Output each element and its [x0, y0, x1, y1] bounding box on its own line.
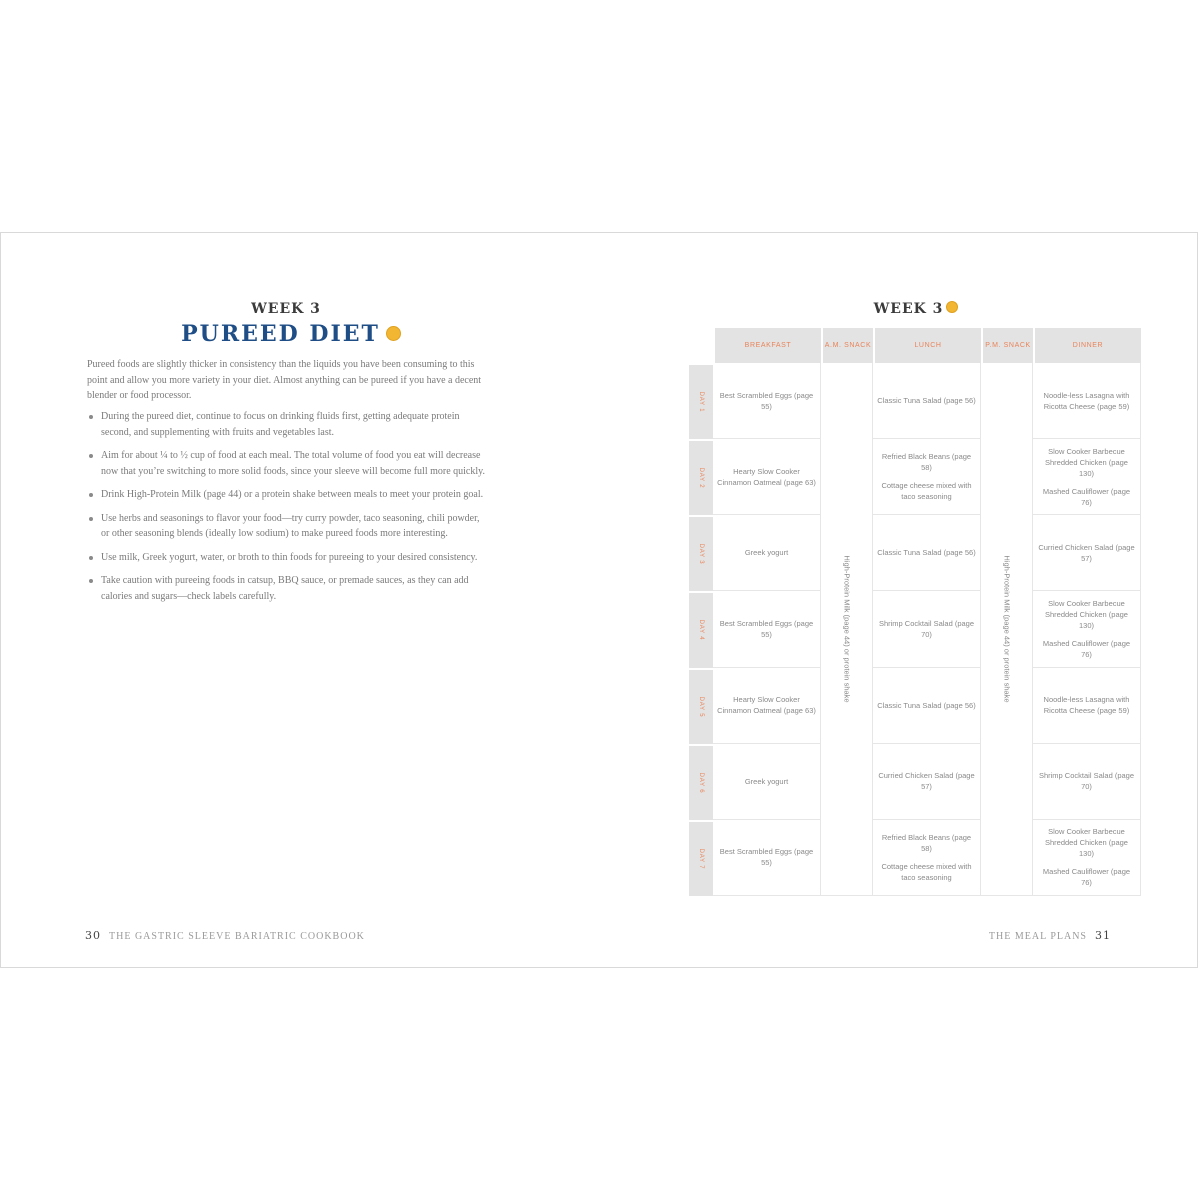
- am-snack-text: High-Protein Milk (page 44) or protein shake: [842, 555, 851, 703]
- meal-item: Cottage cheese mixed with taco seasoning: [881, 481, 972, 502]
- meal-item: Classic Tuna Salad (page 56): [877, 396, 976, 406]
- list-item: [87, 487, 487, 503]
- table-title: [861, 301, 971, 317]
- pm-snack-cell: [981, 363, 1033, 896]
- breakfast-cell-day-1: [713, 363, 821, 439]
- list-item-text: Use herbs and seasonings to flavor your food—try curry powder, taco seasoning, chili powder, or other seasoning blends (ideally low sodium) to make pureed foods more interesting.: [101, 512, 480, 539]
- meal-item: Noodle-less Lasagna with Ricotta Cheese (page 59): [1043, 695, 1130, 716]
- breakfast-cell-day-6: [713, 744, 821, 820]
- meal-item: Greek yogurt: [744, 776, 789, 786]
- breakfast-cell-day-5: [713, 668, 821, 744]
- column-header-breakfast: BREAKFAST: [713, 328, 821, 363]
- running-title-left: THE GASTRIC SLEEVE BARIATRIC COOKBOOK: [109, 931, 365, 942]
- list-item-text: Take caution with pureeing foods in catsup, BBQ sauce, or premade sauces, as they can add calories and sugars—check labels carefully.: [101, 575, 469, 602]
- lunch-cell-day-3: [873, 515, 981, 591]
- meal-item: Refried Black Beans (page 58): [881, 452, 972, 473]
- list-item: [87, 409, 487, 440]
- page-title: [151, 321, 431, 347]
- meal-item: Mashed Cauliflower (page 76): [1042, 867, 1131, 888]
- am-snack-cell: [821, 363, 873, 896]
- column-header-pm-snack: P.M. SNACK: [981, 328, 1033, 363]
- column-header-am-snack: A.M. SNACK: [821, 328, 873, 363]
- row-header-day-1: [689, 363, 713, 439]
- meal-plan-table: [689, 328, 1141, 896]
- breakfast-cell-day-3: [713, 515, 821, 591]
- list-item: [87, 573, 487, 604]
- week-badge-icon: [386, 326, 401, 341]
- meal-item: Shrimp Cocktail Salad (page 70): [878, 618, 975, 639]
- meal-item: Slow Cooker Barbecue Shredded Chicken (page 130): [1045, 598, 1128, 630]
- bullet-icon: [89, 493, 93, 497]
- meal-item: Shrimp Cocktail Salad (page 70): [1038, 771, 1135, 792]
- page-title-text: PUREED DIET: [181, 321, 380, 347]
- meal-item: Cottage cheese mixed with taco seasoning: [881, 861, 972, 882]
- dinner-cell-day-5: [1033, 668, 1141, 744]
- meal-item: Best Scrambled Eggs (page 55): [719, 847, 814, 868]
- meal-item: Curried Chicken Salad (page 57): [878, 771, 975, 792]
- day-label: DAY 2: [698, 467, 704, 489]
- list-item-text: Drink High-Protein Milk (page 44) or a protein shake between meals to meet your protein goal.: [101, 489, 484, 500]
- lunch-cell-day-7: [873, 820, 981, 896]
- meal-item: Best Scrambled Eggs (page 55): [719, 618, 814, 639]
- list-item-text: Use milk, Greek yogurt, water, or broth to thin foods for pureeing to your desired consistency.: [101, 551, 478, 563]
- lunch-cell-day-5: [873, 668, 981, 744]
- list-item: [87, 511, 487, 542]
- dinner-cell-day-2: [1033, 439, 1141, 515]
- lunch-cell-day-6: [873, 744, 981, 820]
- meal-item: Best Scrambled Eggs (page 55): [719, 390, 814, 411]
- row-header-day-3: [689, 515, 713, 591]
- row-header-day-6: [689, 744, 713, 820]
- row-header-day-5: [689, 668, 713, 744]
- week-badge-icon: [946, 301, 958, 313]
- page-number-left: 30: [85, 929, 101, 942]
- day-label: DAY 7: [698, 848, 704, 870]
- meal-item: Classic Tuna Salad (page 56): [877, 548, 976, 558]
- meal-item: Greek yogurt: [744, 548, 789, 558]
- table-corner: [689, 328, 713, 363]
- table-title-text: WEEK 3: [873, 301, 944, 317]
- day-label: DAY 1: [698, 391, 704, 413]
- meal-item: Slow Cooker Barbecue Shredded Chicken (page 130): [1045, 446, 1128, 478]
- meal-item: Noodle-less Lasagna with Ricotta Cheese (page 59): [1043, 390, 1130, 411]
- meal-item: Hearty Slow Cooker Cinnamon Oatmeal (page 63): [717, 695, 816, 716]
- meal-item: Curried Chicken Salad (page 57): [1038, 542, 1135, 563]
- row-header-day-4: [689, 591, 713, 667]
- list-item: [87, 550, 487, 566]
- meal-item: Mashed Cauliflower (page 76): [1042, 486, 1131, 507]
- day-label: DAY 3: [698, 543, 704, 565]
- column-header-dinner: DINNER: [1033, 328, 1141, 363]
- page-number-right: 31: [1095, 929, 1111, 942]
- row-header-day-7: [689, 820, 713, 896]
- bullet-icon: [89, 415, 93, 419]
- meal-item: Refried Black Beans (page 58): [881, 832, 972, 853]
- meal-item: Slow Cooker Barbecue Shredded Chicken (page 130): [1045, 827, 1128, 859]
- book-spread: [0, 232, 1198, 968]
- week-eyebrow: WEEK 3: [251, 301, 321, 317]
- dinner-cell-day-7: [1033, 820, 1141, 896]
- row-header-day-2: [689, 439, 713, 515]
- meal-item: Hearty Slow Cooker Cinnamon Oatmeal (page 63): [717, 466, 816, 487]
- dinner-cell-day-1: [1033, 363, 1141, 439]
- list-item-text: During the pureed diet, continue to focus on drinking fluids first, getting adequate protein second, and supplementing with fruits and vegetables last.: [101, 411, 460, 438]
- bullet-icon: [89, 517, 93, 521]
- lunch-cell-day-1: [873, 363, 981, 439]
- pm-snack-text: High-Protein Milk (page 44) or protein shake: [1002, 555, 1011, 703]
- breakfast-cell-day-4: [713, 591, 821, 667]
- left-footer: [85, 929, 365, 942]
- intro-paragraph: Pureed foods are slightly thicker in consistency than the liquids you have been consuming to this point and allow you more variety in your diet. Almost anything can be pureed if you have a decent blender or food processor.: [87, 359, 482, 401]
- lunch-cell-day-2: [873, 439, 981, 515]
- right-footer: [989, 929, 1111, 942]
- column-header-lunch: LUNCH: [873, 328, 981, 363]
- day-label: DAY 6: [698, 772, 704, 794]
- dinner-cell-day-6: [1033, 744, 1141, 820]
- bullet-icon: [89, 579, 93, 583]
- bullet-icon: [89, 556, 93, 560]
- guidelines-list: [87, 409, 487, 612]
- bullet-icon: [89, 454, 93, 458]
- meal-item: Classic Tuna Salad (page 56): [877, 700, 976, 710]
- day-label: DAY 4: [698, 620, 704, 641]
- meal-item: Mashed Cauliflower (page 76): [1042, 638, 1131, 659]
- running-title-right: THE MEAL PLANS: [988, 931, 1087, 942]
- list-item: [87, 448, 487, 479]
- breakfast-cell-day-7: [713, 820, 821, 896]
- dinner-cell-day-4: [1033, 591, 1141, 667]
- breakfast-cell-day-2: [713, 439, 821, 515]
- day-label: DAY 5: [698, 696, 704, 718]
- list-item-text: Aim for about ¼ to ½ cup of food at each meal. The total volume of food you eat will decrease now that you’re switching to more solid foods, since your sleeve will become full more quickly.: [101, 450, 485, 477]
- lunch-cell-day-4: [873, 591, 981, 667]
- dinner-cell-day-3: [1033, 515, 1141, 591]
